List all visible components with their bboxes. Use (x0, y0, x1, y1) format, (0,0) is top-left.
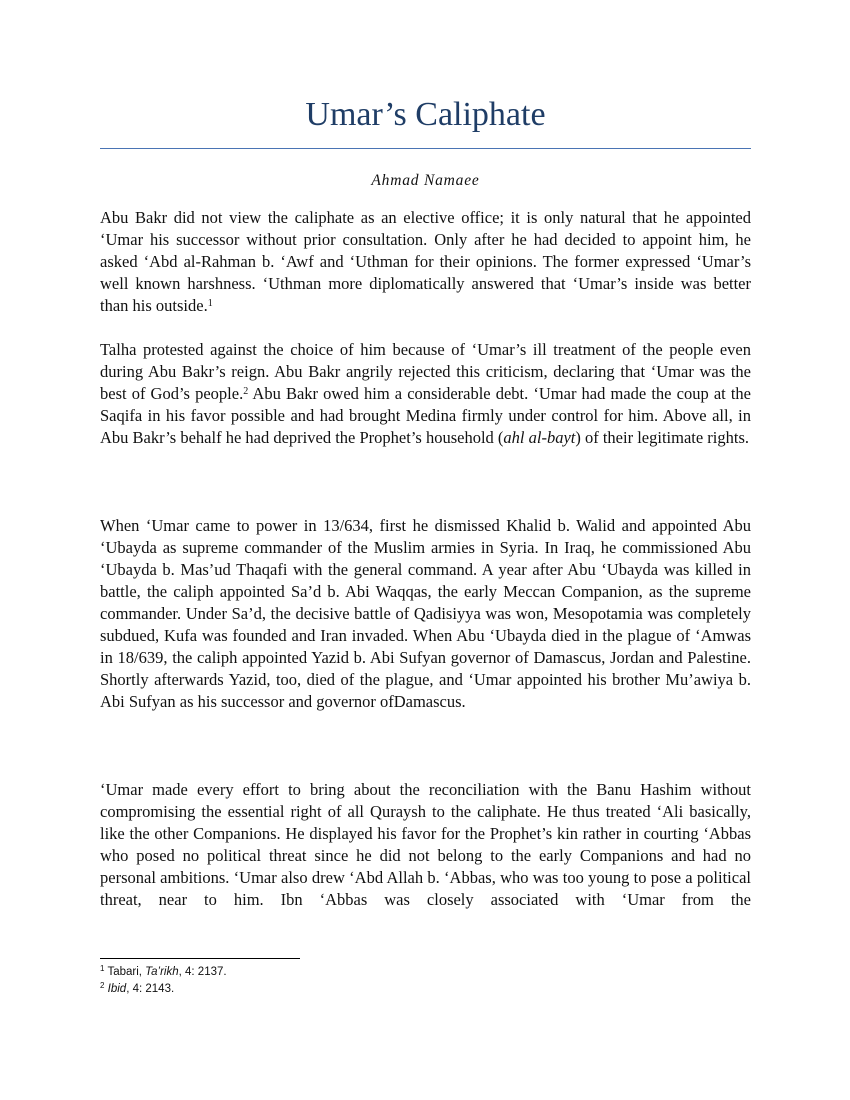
footnote-text: , 4: 2137. (178, 966, 227, 978)
paragraph-2-text-b: Abu Bakr owed him a considerable debt. ‘Umar had made the coup at the Saqifa in his favor possible and had brought Medina firmly under control for him. Above all, in Abu Bakr’s behalf he had deprived the Prophet’s household ( (100, 384, 752, 447)
footnote-italic: Ibid (107, 983, 127, 995)
footnotes (100, 964, 751, 998)
footnote-number: 2 (100, 981, 105, 990)
author-name: Ahmad Namaee (371, 172, 480, 189)
footnote-ref-1: 1 (207, 298, 213, 309)
footnote-text: Tabari, (107, 966, 146, 978)
paragraph-3 (100, 515, 751, 713)
paragraph-4-text: ‘Umar made every effort to bring about the reconciliation with the Banu Hashim without compromising the essential right of all Quraysh to the caliphate. He thus treated ‘Ali basically, like the other Companions. He displayed his favor for the Prophet’s kin rather in courting ‘Abbas who posed no political threat since he did not belong to the early Companions and had no personal ambitions. ‘Umar also drew ‘Abd Allah b. ‘Abbas, who was too young to pose a political threat, near to him. Ibn ‘Abbas was closely associated with ‘Umar from the (100, 780, 751, 909)
footnote-text: , 4: 2143. (126, 983, 175, 995)
paragraph-1 (100, 207, 751, 317)
paragraph-2 (100, 339, 751, 449)
page-title: Umar’s Caliphate (305, 96, 546, 133)
footnote-italic: Ta’rikh (145, 966, 179, 978)
paragraph-3-text: When ‘Umar came to power in 13/634, first he dismissed Khalid b. Walid and appointed Abu ‘Ubayda as supreme commander of the Muslim armies in Syria. In Iraq, he commissioned Abu ‘Ubayda b. Mas’ud Thaqafi with the general command. A year after Abu ‘Ubayda was killed in battle, the caliph appointed Sa’d b. Abi Waqqas, the early Meccan Companion, as the supreme commander. Under Sa’d, the decisive battle of Qadisiyya was won, Mesopotamia was completely subdued, Kufa was founded and Iran invaded. When Abu ‘Ubayda died in the plague of ‘Amwas in 18/639, the caliph appointed Yazid b. Abi Sufyan governor of Damascus, Jordan and Palestine. Shortly afterwards Yazid, too, died of the plague, and ‘Umar appointed his brother Mu’awiya b. Abi Sufyan as his successor and governor ofDamascus. (100, 516, 751, 711)
paragraph-1-text: Abu Bakr did not view the caliphate as an elective office; it is only natural that he appointed ‘Umar his successor without prior consultation. Only after he had decided to appoint him, he asked ‘Abd al-Rahman b. ‘Awf and ‘Uthman for their opinions. The former expressed ‘Umar’s well known harshness. ‘Uthman more diplomatically answered that ‘Umar’s inside was better than his outside. (100, 208, 751, 315)
footnote-number: 1 (100, 964, 105, 973)
paragraph-2-text-c: ) of their legitimate rights. (575, 428, 750, 447)
title-rule (100, 148, 751, 149)
footnote-ref-2: 2 (243, 386, 249, 397)
paragraph-2-italic: ahl al-bayt (503, 428, 576, 447)
footnote-1 (100, 964, 751, 981)
paragraph-2-text-a: Talha protested against the choice of him because of ‘Umar’s ill treatment of the people even during Abu Bakr’s reign. Abu Bakr angrily rejected this criticism, declaring that ‘Umar was the best of God’s people. (100, 340, 751, 403)
paragraph-4 (100, 779, 751, 911)
footnote-2 (100, 981, 751, 998)
footnote-separator (100, 958, 300, 959)
